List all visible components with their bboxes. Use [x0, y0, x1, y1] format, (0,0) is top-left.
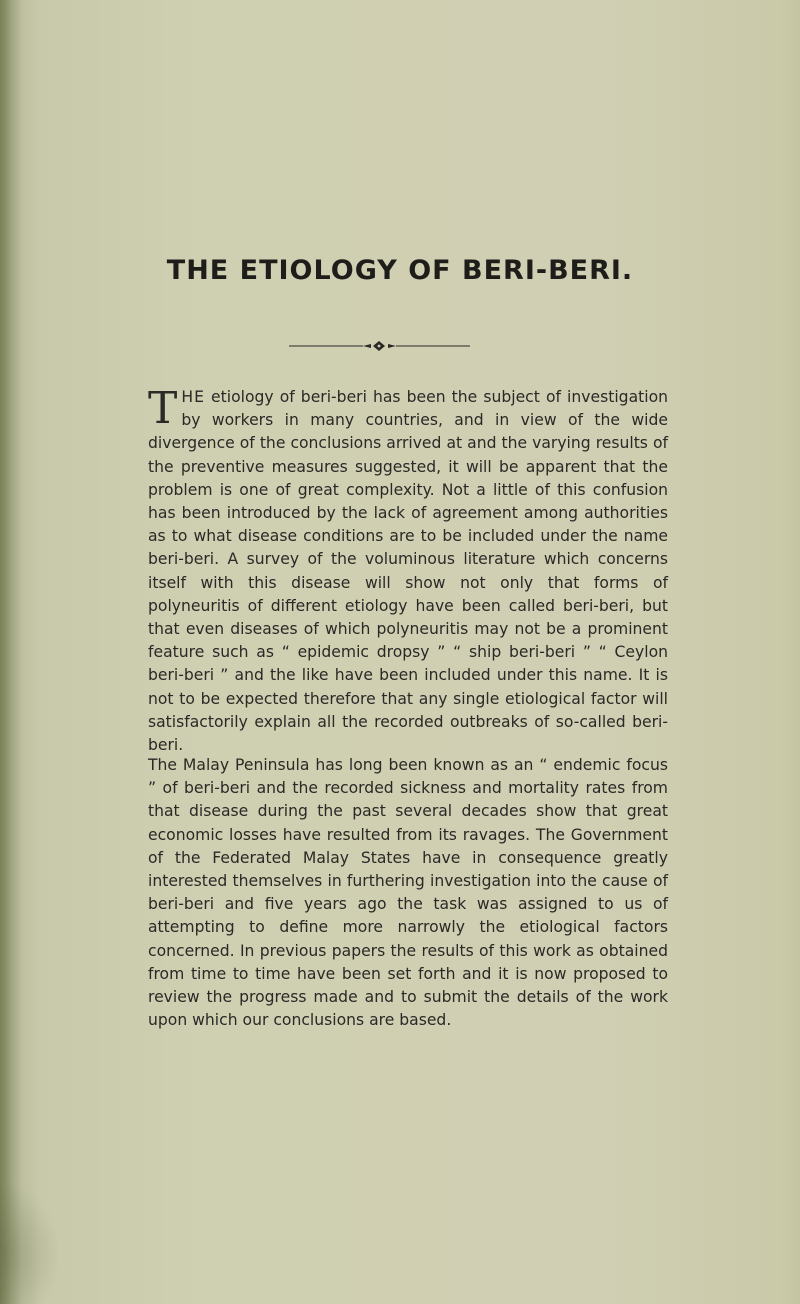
paragraph-intro-text: etiology of beri-beri has been the subject of investigation by workers in many countries, and in view of the wide divergence of the conclusions arrived at and the varying results of the preventive measures suggested, it will be apparent that the problem is one of great complexity. Not a little of this confusion has been introduced by the lack of agreement among authorities as to what disease conditions are to be included under the name beri-beri. A survey of the voluminous literature which concerns itself with this disease will show not only that forms of polyneuritis of different etiology have been called beri-beri, but that even diseases of which polyneuritis may not be a prominent feature such as “ epidemic dropsy ” “ ship beri-beri ” “ Ceylon beri-beri ” and the like have been included under this name. It is not to be expected therefore that any single etiological factor will satisfactorily explain all the recorded outbreaks of so-called beri-beri.	[148, 388, 668, 755]
page-edge-shadow	[0, 0, 22, 1304]
first-word-rest: HE	[181, 388, 205, 406]
drop-cap: T	[148, 383, 178, 434]
paragraph-intro	[148, 383, 668, 757]
paragraph-malay-peninsula	[148, 754, 668, 1032]
page-title: THE ETIOLOGY OF BERI-BERI.	[166, 255, 634, 286]
fleuron-divider-icon	[289, 340, 470, 352]
paragraph-malay-text: The Malay Peninsula has long been known as an “ endemic focus ” of beri-beri and the recorded sickness and mortality rates from that disease during the past several decades show that great economic losses have resulted from its ravages. The Government of the Federated Malay States have in consequence greatly interested themselves in furthering investigation into the cause of beri-beri and five years ago the task was assigned to us of attempting to define more narrowly the etiological factors concerned. In previous papers the results of this work as obtained from time to time have been set forth and it is now proposed to review the progress made and to submit the details of the work upon which our conclusions are based.	[148, 756, 668, 1030]
page-corner-shadow	[0, 1180, 60, 1304]
